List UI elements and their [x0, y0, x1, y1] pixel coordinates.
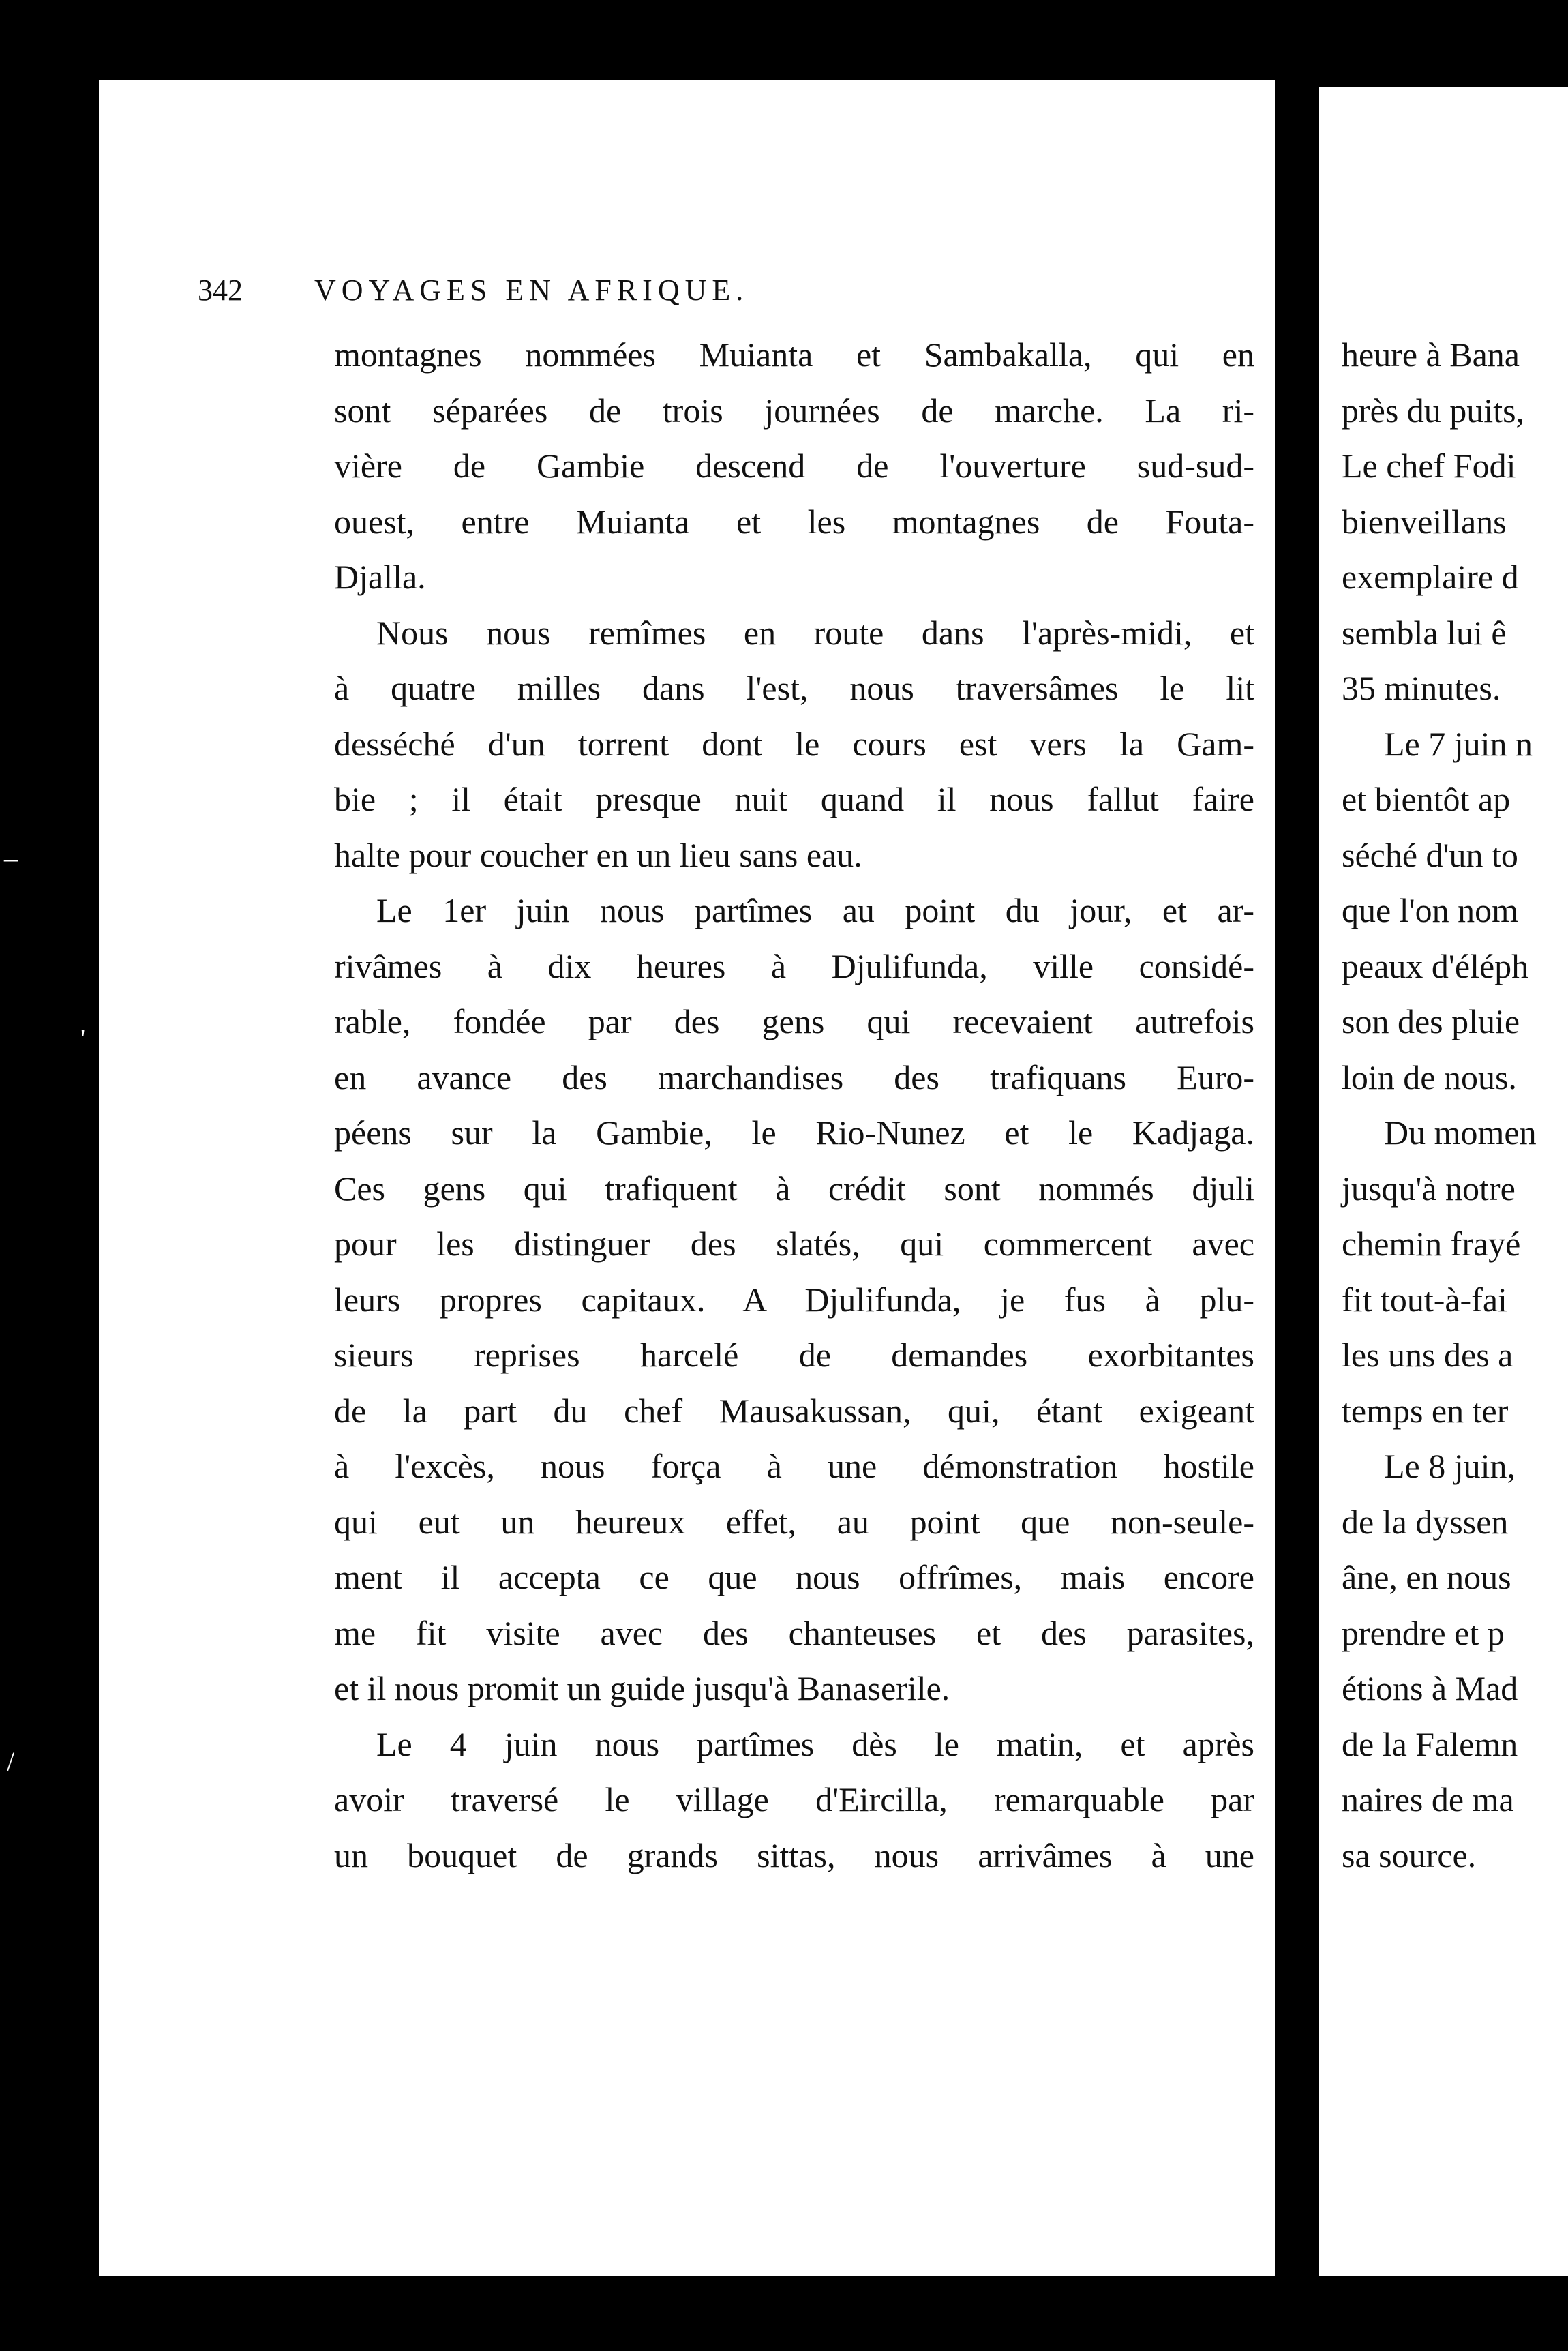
- text-line: bienveillans: [1342, 502, 1507, 541]
- text-line: peaux d'éléph: [1342, 946, 1529, 985]
- text-line: Ces gens qui trafiquent à crédit sont nommés djuli: [334, 1169, 1254, 1208]
- text-line: près du puits,: [1342, 391, 1525, 430]
- text-line: à quatre milles dans l'est, nous traversâmes le lit: [334, 669, 1254, 707]
- text-line: Le 4 juin nous partîmes dès le matin, et après: [376, 1724, 1254, 1763]
- text-line: de la dyssen: [1342, 1502, 1509, 1541]
- text-line: et bientôt ap: [1342, 780, 1511, 818]
- text-line: temps en ter: [1342, 1391, 1509, 1430]
- text-line: montagnes nommées Muianta et Sambakalla, qui en: [334, 335, 1254, 374]
- text-line: Du momen: [1384, 1113, 1537, 1152]
- text-line: et il nous promit un guide jusqu'à Banaserile.: [334, 1669, 950, 1707]
- left-page-body: [334, 327, 1254, 1883]
- text-line: chemin frayé: [1342, 1225, 1521, 1263]
- scan-edge-mark: /: [7, 1746, 15, 1777]
- text-line: sembla lui ê: [1342, 613, 1507, 652]
- text-line: exemplaire d: [1342, 558, 1519, 596]
- text-line: sont séparées de trois journées de marche. La ri-: [334, 391, 1254, 430]
- text-line: jusqu'à notre: [1342, 1169, 1516, 1208]
- text-line: bie ; il était presque nuit quand il nous fallut faire: [334, 780, 1254, 818]
- text-line: me fit visite avec des chanteuses et des parasites,: [334, 1613, 1254, 1652]
- text-line: loin de nous.: [1342, 1058, 1517, 1096]
- text-line: ment il accepta ce que nous offrîmes, mais encore: [334, 1558, 1254, 1596]
- text-line: que l'on nom: [1342, 891, 1518, 929]
- text-line: ouest, entre Muianta et les montagnes de Fouta-: [334, 502, 1254, 541]
- text-line: Le 8 juin,: [1384, 1447, 1516, 1485]
- text-line: en avance des marchandises des trafiquans Euro-: [334, 1058, 1254, 1096]
- right-page-body: [1342, 327, 1568, 1883]
- text-line: étions à Mad: [1342, 1669, 1518, 1707]
- text-line: vière de Gambie descend de l'ouverture sud-sud-: [334, 447, 1254, 485]
- text-line: heure à Bana: [1342, 335, 1520, 374]
- text-line: prendre et p: [1342, 1613, 1505, 1652]
- text-line: naires de ma: [1342, 1780, 1514, 1818]
- running-title: VOYAGES EN AFRIQUE.: [314, 273, 749, 307]
- text-line: Nous nous remîmes en route dans l'après-midi, et: [376, 613, 1254, 652]
- page-number: 342: [198, 273, 243, 307]
- text-line: âne, en nous: [1342, 1558, 1511, 1596]
- text-line: sieurs reprises harcelé de demandes exorbitantes: [334, 1336, 1254, 1374]
- text-line: son des pluie: [1342, 1002, 1520, 1040]
- text-line: halte pour coucher en un lieu sans eau.: [334, 835, 862, 874]
- text-line: fit tout-à-fai: [1342, 1280, 1507, 1319]
- text-line: sa source.: [1342, 1836, 1477, 1874]
- text-line: leurs propres capitaux. A Djulifunda, je fus à plu-: [334, 1280, 1254, 1319]
- text-line: péens sur la Gambie, le Rio-Nunez et le Kadjaga.: [334, 1113, 1254, 1152]
- text-line: séché d'un to: [1342, 835, 1518, 874]
- text-line: Le 7 juin n: [1384, 724, 1533, 763]
- text-line: Le 1er juin nous partîmes au point du jour, et ar-: [376, 891, 1254, 929]
- text-line: rable, fondée par des gens qui recevaient autrefois: [334, 1002, 1254, 1040]
- text-line: à l'excès, nous força à une démonstration hostile: [334, 1447, 1254, 1485]
- text-line: Le chef Fodi: [1342, 447, 1516, 485]
- scan-edge-mark: ': [80, 1023, 86, 1054]
- text-line: qui eut un heureux effet, au point que non-seule-: [334, 1502, 1254, 1541]
- text-line: de la Falemn: [1342, 1724, 1518, 1763]
- text-line: avoir traversé le village d'Eircilla, remarquable par: [334, 1780, 1254, 1818]
- running-header: [198, 273, 749, 308]
- text-line: desséché d'un torrent dont le cours est vers la Gam-: [334, 724, 1254, 763]
- text-line: Djalla.: [334, 558, 426, 596]
- scan-edge-mark: –: [4, 843, 18, 873]
- text-line: un bouquet de grands sittas, nous arrivâmes à une: [334, 1836, 1254, 1874]
- text-line: rivâmes à dix heures à Djulifunda, ville considé-: [334, 946, 1254, 985]
- text-line: de la part du chef Mausakussan, qui, étant exigeant: [334, 1391, 1254, 1430]
- text-line: 35 minutes.: [1342, 669, 1501, 707]
- text-line: les uns des a: [1342, 1336, 1513, 1374]
- text-line: pour les distinguer des slatés, qui commercent avec: [334, 1225, 1254, 1263]
